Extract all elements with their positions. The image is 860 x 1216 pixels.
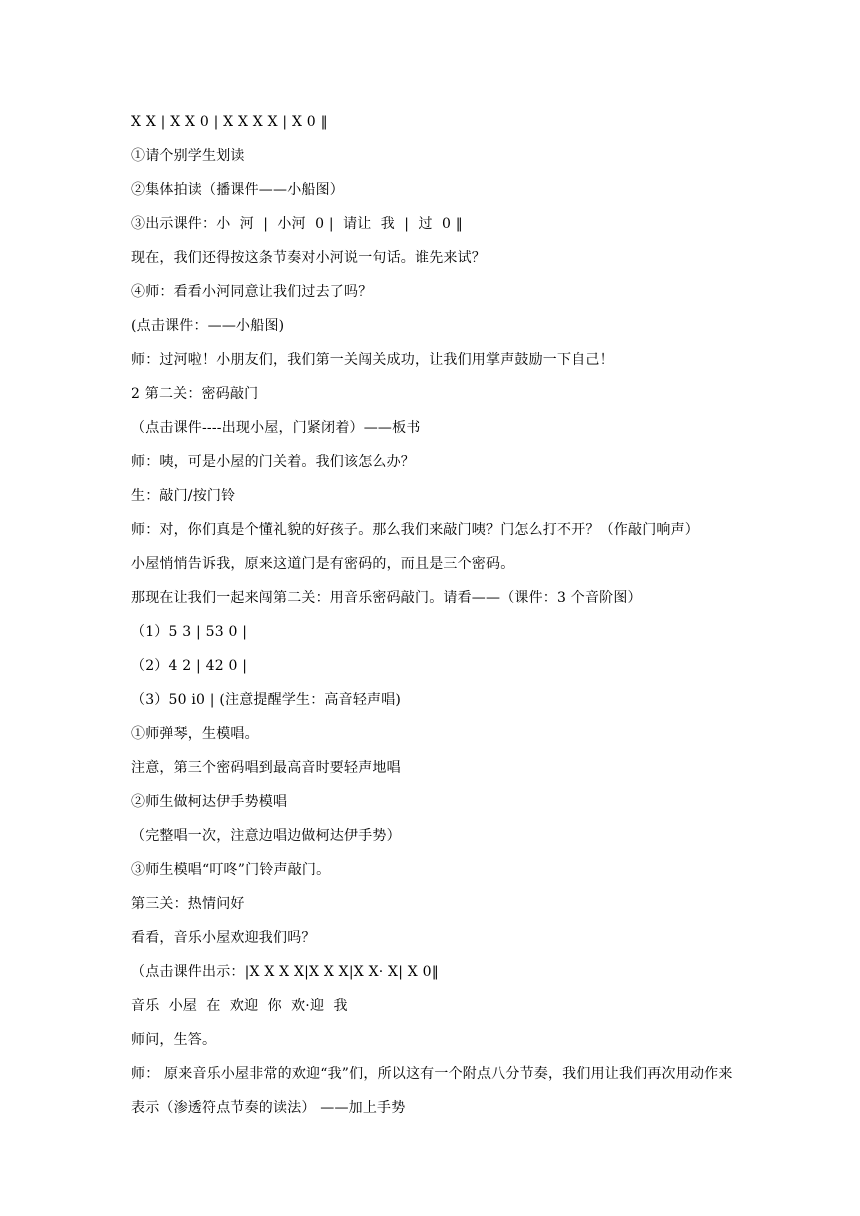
text-line: ①师弹琴，生模唱。 xyxy=(131,726,259,742)
rhythm-line: （1）5 3 | 53 0 | xyxy=(131,624,248,640)
text-line: 生：敲门/按门铃 xyxy=(131,488,236,504)
text-line: 师：对，你们真是个懂礼貌的好孩子。那么我们来敲门咦？门怎么打不开？（作敲门响声） xyxy=(131,522,699,538)
text-line: (点击课件：——小船图) xyxy=(131,318,285,334)
text-line: 小屋悄悄告诉我，原来这道门是有密码的，而且是三个密码。 xyxy=(131,556,515,572)
rhythm-line: （点击课件出示：|X X X X|X X X|X X· X| X 0‖ xyxy=(131,964,439,980)
text-line: ③出示课件：小 河 | 小河 0 | 请让 我 | 过 0 ‖ xyxy=(131,216,463,232)
lyric-line: 音乐 小屋 在 欢迎 你 欢·迎 我 xyxy=(131,998,348,1014)
rhythm-line: （3）50 i0 | (注意提醒学生：高音轻声唱) xyxy=(131,692,402,708)
text-line: （完整唱一次，注意边唱边做柯达伊手势） xyxy=(131,828,401,844)
text-line: 师：咦，可是小屋的门关着。我们该怎么办？ xyxy=(131,454,415,470)
text-line: ①请个别学生划读 xyxy=(131,148,245,164)
text-line: ②师生做柯达伊手势模唱 xyxy=(131,794,288,810)
text-line: ②集体拍读（播课件——小船图） xyxy=(131,182,344,198)
section-heading: 第三关：热情问好 xyxy=(131,896,245,912)
text-line: 注意，第三个密码唱到最高音时要轻声地唱 xyxy=(131,760,401,776)
text-line: 那现在让我们一起来闯第二关：用音乐密码敲门。请看——（课件：3 个音阶图） xyxy=(131,590,642,606)
text-line: 看看，音乐小屋欢迎我们吗？ xyxy=(131,930,316,946)
text-line: 师：过河啦！小朋友们，我们第一关闯关成功，让我们用掌声鼓励一下自己！ xyxy=(131,352,614,368)
section-heading: 2 第二关：密码敲门 xyxy=(131,386,259,402)
text-line: ④师：看看小河同意让我们过去了吗？ xyxy=(131,284,373,300)
text-line: 现在，我们还得按这条节奏对小河说一句话。谁先来试？ xyxy=(131,250,486,266)
rhythm-line: （2）4 2 | 42 0 | xyxy=(131,658,248,674)
rhythm-line: X X | X X 0 | X X X X | X 0 ‖ xyxy=(131,114,328,130)
text-line: （点击课件----出现小屋，门紧闭着）——板书 xyxy=(131,420,421,436)
text-line: ③师生模唱“叮咚”门铃声敲门。 xyxy=(131,862,331,878)
text-line: 师问，生答。 xyxy=(131,1032,217,1048)
text-paragraph: 师： 原来音乐小屋非常的欢迎“我”们，所以这有一个附点八分节奏，我们用让我们再次用动作来表示（渗透符点节奏的读法） ——加上手势 xyxy=(131,1066,733,1116)
